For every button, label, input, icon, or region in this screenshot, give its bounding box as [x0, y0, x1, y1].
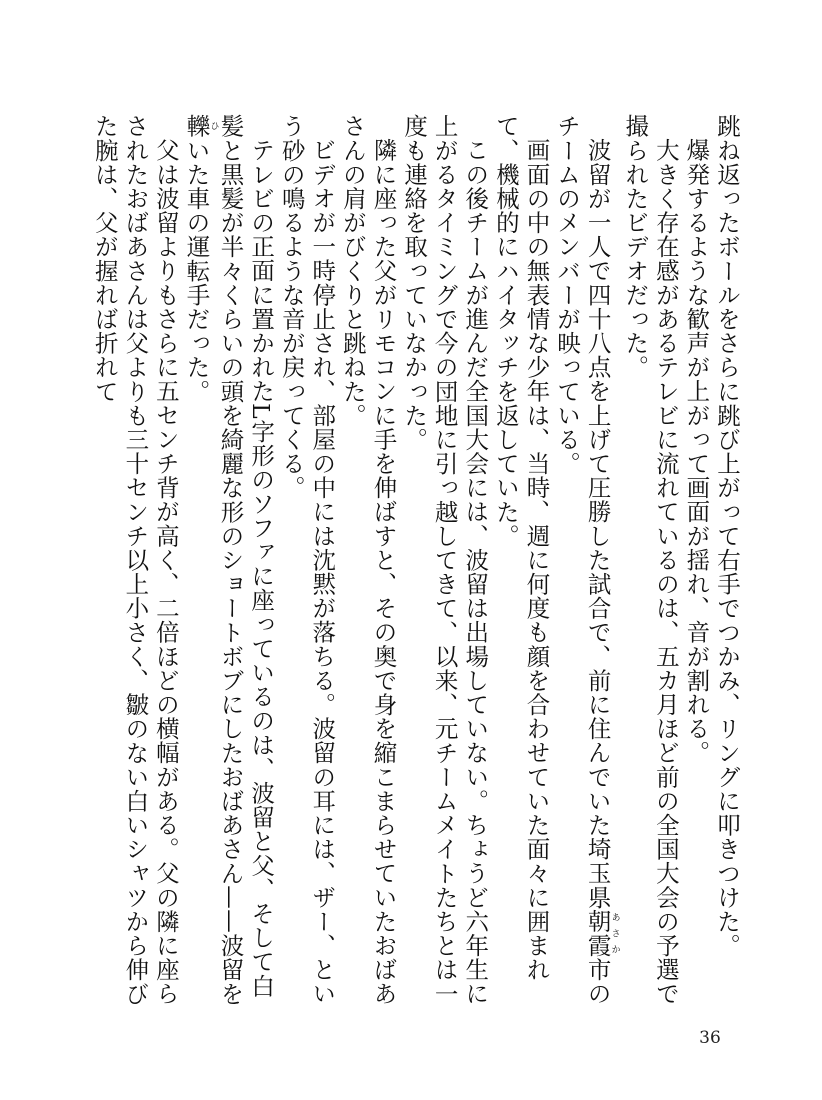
- paragraph-9-part-1: テレビの正面に置かれたL字形のソファに座っているのは、波留と父、そして白髪と黒髪が半々くらいの頭を綺麗な形のショートボブにしたおばあさん——波留を: [216, 114, 276, 1006]
- paragraph-4-part-1: 波留が一人で四十八点を上げて圧勝した試合で、前に住んでいた埼玉県: [583, 137, 612, 909]
- paragraph-10: 父は波留よりもさらに五センチ背が高く、二倍ほどの横幅がある。父の隣に座らされたおばあさんは父よりも三十センチ以上小さく、皺のない白いシャツから伸びた腕は、父が握れば折れて: [90, 114, 180, 1006]
- paragraph-5: 画面の中の無表情な少年は、当時、週に何度も顔を合わせていた面々に囲まれて、機械的にハイタッチを返していた。: [491, 114, 551, 981]
- paragraph-6: この後チームが進んだ全国大会には、波留は出場していない。ちょうど六年生に上がるタイミングで今の団地に引っ越してきて、以来、元チームメイトたちとは一度も連絡を取っていなかった。: [400, 114, 490, 1006]
- paragraph-7: 隣に座った父がリモコンに手を伸ばすと、その奥で身を縮こまらせていたおばあさんの肩がびくりと跳ねた。: [338, 114, 398, 1006]
- paragraph-3: 大きく存在感があるテレビに流れているのは、五カ月ほど前の全国大会の予選で撮られたビデオだった。: [621, 114, 680, 1006]
- paragraph-2: 爆発するような歓声が上がって画面が揺れ、音が割れる。: [682, 137, 711, 765]
- ruby-hi-reading: ひ: [208, 114, 219, 139]
- ruby-asaka-base: 朝霞: [583, 908, 612, 957]
- paragraph-8: ビデオが一時停止され、部屋の中には沈黙が落ちる。波留の耳には、ザー、という砂の鳴るような音が戻ってくる。: [277, 114, 337, 1006]
- page-number: 36: [699, 1028, 721, 1048]
- ruby-asaka: [583, 908, 620, 957]
- ruby-asaka-reading: あさか: [609, 908, 620, 957]
- paragraph-1: 跳ね返ったボールをさらに跳び上がって右手でつかみ、リングに叩きつけた。: [713, 114, 741, 958]
- paragraph-4-part-2: 市のチームのメンバーが映っている。: [553, 114, 612, 1006]
- paragraph-4: [551, 114, 619, 1014]
- novel-text-body: [89, 114, 742, 1014]
- paragraph-9: [181, 114, 276, 1014]
- ruby-hi: [182, 114, 219, 139]
- ruby-hi-base: 轢: [182, 114, 211, 139]
- paragraph-9-part-2: いた車の運転手だった。: [182, 138, 211, 404]
